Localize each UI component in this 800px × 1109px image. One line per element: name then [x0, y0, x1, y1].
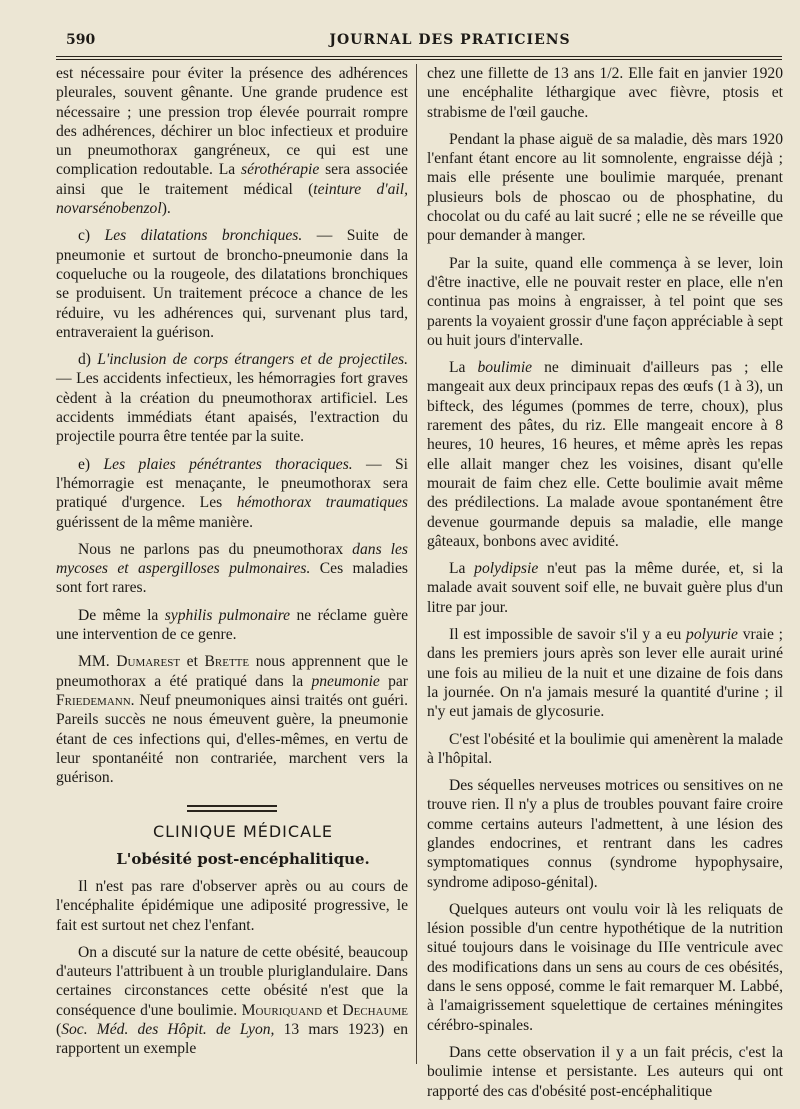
section-heading: CLINIQUE MÉDICALE: [152, 822, 334, 842]
paragraph: Quelques auteurs ont voulu voir là les reliquats de lésion possible d'un centre hypothétique de la nutrition situé toujours dans le voisinage du IIIe ventricule avec des modifications dans un sens au cours de ces obésités, dans le sens opposé, comme le fait remarquer M. Labbé, à l'amaigrissement squelettique de certaines méningites cérébro-spinales.: [427, 900, 783, 1034]
paragraph: est nécessaire pour éviter la présence des adhérences pleurales, souvent gênante. Une grande prudence est nécessaire ; une pression trop élevée pourrait rompre des adhérences, déchirer un bloc infectieux et produire un pneumothorax gangréneux, ce qui est une complication redoutable. La sérothérapie sera associée ainsi que le traitement médical (teinture d'ail, novarsénobenzol).: [56, 65, 408, 218]
journal-title: JOURNAL DES PRATICIENS: [329, 32, 571, 48]
paragraph: c) Les dilatations bronchiques. — Suite de pneumonie et surtout de broncho-pneumonie dans la coqueluche ou la rougeole, des dilatations bronchiques se produisent. Un traitement précoce a chance de les réduire, vu les adhérences qui, survenant plus tard, entraveraient la guérison.: [56, 227, 409, 341]
paragraph: Nous ne parlons pas du pneumothorax dans les mycoses et aspergilloses pulmonaires. Ces maladies sont fort rares.: [56, 540, 408, 597]
left-column: [56, 64, 408, 1067]
section-ornament: [187, 805, 277, 812]
right-column: [427, 64, 783, 1109]
paragraph: MM. Dumarest et Brette nous apprennent que le pneumothorax a été pratiqué dans la pneumonie par Friedemann. Neuf pneumoniques ainsi traités ont guéri. Pareils succès ne nous émeuvent guère, la pneumonie étant de ces infections qui, d'elles-mêmes, en vertu de leur spontanéité non contrariée, marchent vers la guérison.: [56, 653, 408, 787]
paragraph: Il n'est pas rare d'observer après ou au cours de l'encéphalite épidémique une adiposité progressive, le fait est surtout net chez l'enfant.: [56, 877, 408, 934]
paragraph: d) L'inclusion de corps étrangers et de projectiles. — Les accidents infectieux, les hémorragies fort graves cèdent à la création du pneumothorax artificiel. Les accidents immédiats étant apaisés, l'extraction du projectile pourra être tentée par la suite.: [56, 351, 408, 446]
paragraph: Par la suite, quand elle commença à se lever, loin d'être inactive, elle ne pouvait rester en place, elle n'en continua pas moins à engraisser, à tel point que ses parents la voyaient grossir d'une façon appréciable à sept ou huit jours d'intervalle.: [427, 254, 783, 349]
paragraph: La polydipsie n'eut pas la même durée, et, si la malade avait souvent soif elle, ne buvait guère plus d'un litre par jour.: [427, 560, 783, 616]
running-head: [0, 30, 780, 52]
header-rule: [56, 56, 782, 57]
paragraph: Dans cette observation il y a un fait précis, c'est la boulimie intense et persistante. Les auteurs qui ont rapporté des cas d'obésité post-encéphalitique: [427, 1043, 783, 1100]
paragraph: On a discuté sur la nature de cette obésité, beaucoup d'auteurs l'attribuent à un trouble pluriglandulaire. Dans certaines circonstances cette obésité n'est que la conséquence d'une boulimie. Mouriquand et Dechaume (Soc. Méd. des Hôpit. de Lyon, 13 mars 1923) en rapportent un exemple: [56, 943, 408, 1058]
header-rule-thin: [56, 59, 782, 60]
paragraph: e) Les plaies pénétrantes thoraciques. — Si l'hémorragie est menaçante, le pneumothorax sera pratiqué d'urgence. Les hémothorax traumatiques guérissent de la même manière.: [56, 455, 408, 531]
paragraph: C'est l'obésité et la boulimie qui amenèrent la malade à l'hôpital.: [427, 730, 783, 767]
paragraph: chez une fillette de 13 ans 1/2. Elle fait en janvier 1920 une encéphalite léthargique avec fièvre, ptosis et strabisme de l'œil gauche.: [427, 65, 783, 121]
column-divider: [416, 64, 417, 1064]
article-title: L'obésité post-encéphalitique.: [116, 849, 370, 868]
paragraph: Des séquelles nerveuses motrices ou sensitives on ne trouve rien. Il n'y a plus de troubles pouvant faire croire comme certains auteurs l'admettent, à une lésion des glandes endocrines, et rentrant dans les cadres symptomatiques connus (syndrome hypophysaire, syndrome adiposo-génital).: [427, 777, 783, 891]
paragraph: De même la syphilis pulmonaire ne réclame guère une intervention de ce genre.: [56, 606, 408, 644]
paragraph: Pendant la phase aiguë de sa maladie, dès mars 1920 l'enfant étant encore au lit somnolente, engraisse déjà ; mais elle présente une boulimie marquée, prenant plusieurs bols de phoscao ou de phosphatine, du chocolat ou du café au lait sucré ; elle ne se réveille que pour demander à manger.: [427, 130, 783, 245]
page-number: 590: [66, 32, 96, 48]
paragraph: Il est impossible de savoir s'il y a eu polyurie vraie ; dans les premiers jours après son lever elle aurait uriné une fois au milieu de la nuit et une dizaine de fois dans la journée. On n'a jamais mesuré la quantité d'urine ; il n'y eut jamais de glycosurie.: [427, 626, 783, 721]
paragraph: La boulimie ne diminuait d'ailleurs pas ; elle mangeait aux deux principaux repas des œufs (1 à 3), un bifteck, des légumes (pommes de terre, choux), plus rarement des pâtes, du riz. Elle mangeait encore à 8 heures, 10 heures, 16 heures, et même après les repas elle allait manger chez les voisines, disant qu'elle mourait de faim chez elle. Cette boulimie avait même des prédilections. La malade avoue spontanément être devenue gourmande depuis sa maladie, elle mange gâteaux, bonbons avec avidité.: [427, 359, 783, 550]
